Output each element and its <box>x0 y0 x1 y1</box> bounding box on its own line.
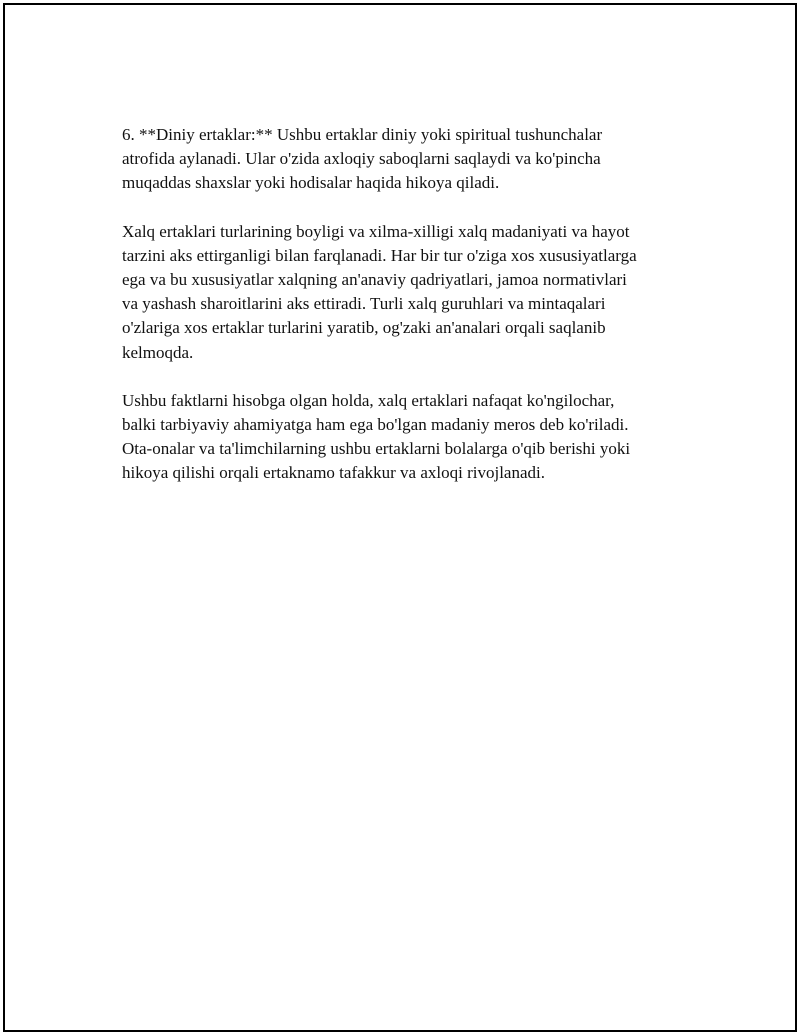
paragraph-religious-tales: 6. **Diniy ertaklar:** Ushbu ertaklar diniy yoki spiritual tushunchalar atrofida aylanadi. Ular o'zida axloqiy saboqlarni saqlaydi va ko'pincha muqaddas shaxslar yoki hodisalar haqida hikoya qiladi. <box>122 125 603 193</box>
page-frame <box>3 3 797 1032</box>
paragraph-conclusion: Ushbu faktlarni hisobga olgan holda, xalq ertaklari nafaqat ko'ngilochar, balki tarbiyaviy ahamiyatga ham ega bo'lgan madaniy meros deb ko'riladi. Ota-onalar va ta'limchilarning ushbu ertaklarni bolalarga o'qib berishi yoki hikoya qilishi orqali ertaknamo tafakkur va axloqi rivojlanadi. <box>122 390 631 483</box>
document-body <box>122 123 688 510</box>
paragraph-folk-tale-diversity: Xalq ertaklari turlarining boyligi va xilma-xilligi xalq madaniyati va hayot tarzini aks ettirganligi bilan farqlanadi. Har bir tur o'ziga xos xususiyatlarga ega va bu xususiyatlar xalqning an'anaviy qadriyatlari, jamoa normativlari va yashash sharoitlarini aks ettiradi. Turli xalq guruhlari va mintaqalari o'zlariga xos ertaklar turlarini yaratib, og'zaki an'analari orqali saqlanib kelmoqda. <box>122 221 637 362</box>
